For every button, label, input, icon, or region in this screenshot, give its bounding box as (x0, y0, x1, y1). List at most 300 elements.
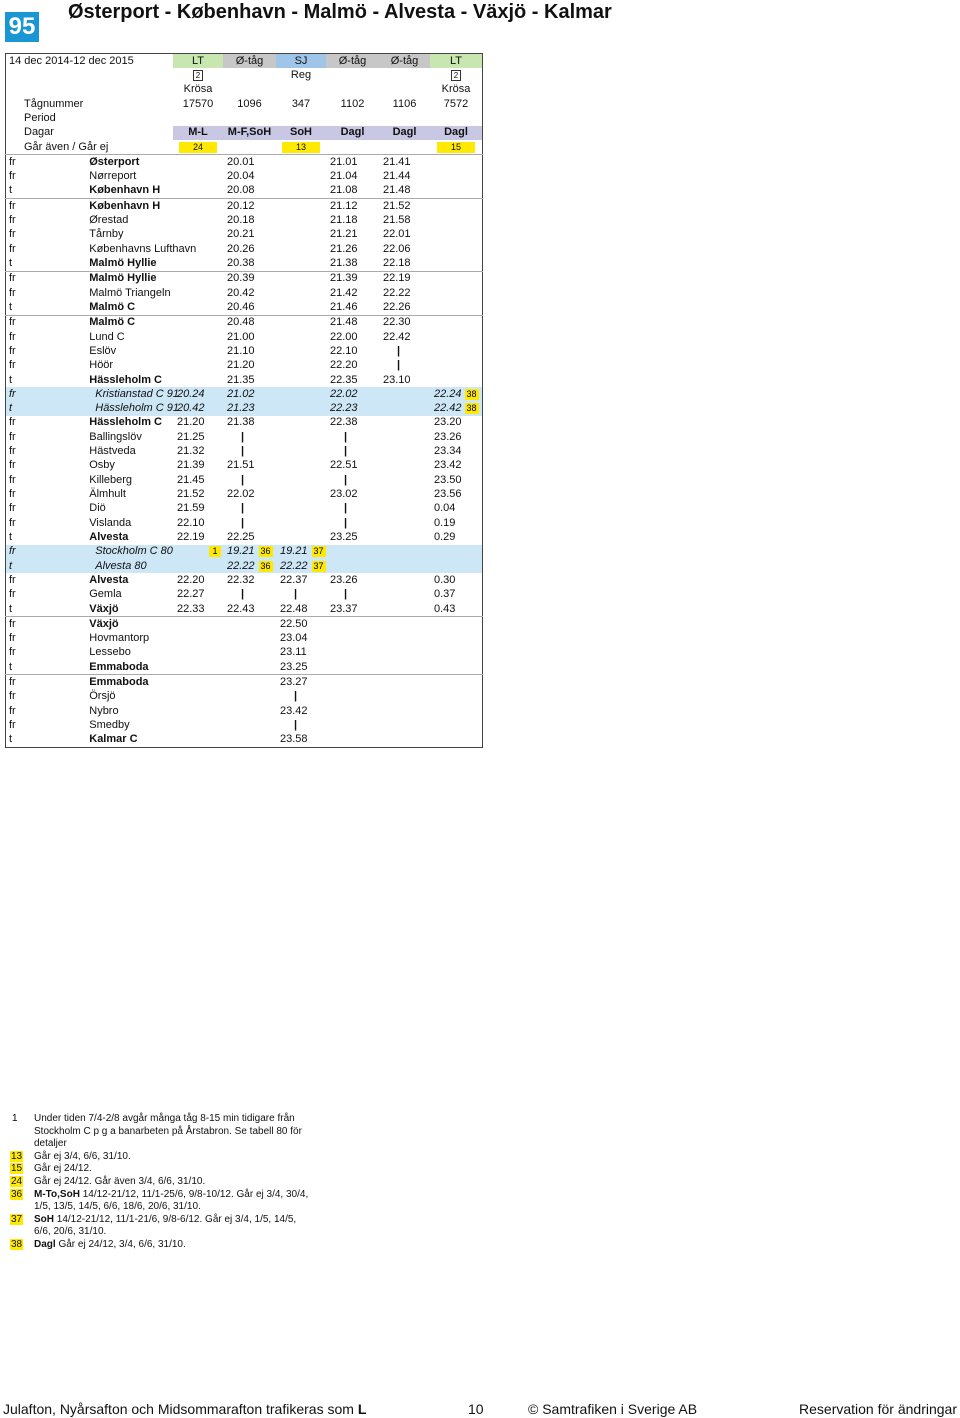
departure-time: 20.04 (227, 170, 255, 183)
time-cell (430, 588, 483, 602)
time-cell (430, 704, 483, 718)
pass-through-mark: | (294, 588, 298, 601)
departure-time: 23.50 (434, 473, 462, 486)
stop-name: Hässleholm C (89, 416, 162, 429)
time-cell (379, 690, 430, 704)
stop-name: Växjö (89, 617, 173, 632)
footnote-key (10, 1176, 34, 1189)
time-cell (276, 256, 326, 271)
time-cell (173, 315, 223, 330)
stop-row (6, 617, 483, 632)
pass-through-mark: | (294, 719, 298, 732)
bike-icon: 2 (193, 70, 203, 81)
departure-time: 20.08 (227, 184, 255, 197)
time-cell (326, 155, 379, 170)
departure-time: 19.21 (280, 545, 308, 558)
time-cell (379, 300, 430, 315)
stop-name: Malmö C (89, 300, 136, 313)
stop-direction: t (9, 373, 13, 386)
page-title: Østerport - København - Malmö - Alvesta - Växjö - Kalmar (68, 1, 612, 23)
departure-time: 22.02 (227, 488, 255, 501)
time-cell (379, 430, 430, 444)
time-cell (276, 487, 326, 501)
time-cell (276, 602, 326, 617)
time-cell (430, 675, 483, 690)
pass-through-mark: | (241, 445, 245, 458)
time-cell (173, 530, 223, 544)
stop-name: København H (89, 199, 173, 214)
time-cell (223, 545, 276, 559)
pass-through-mark: | (241, 430, 245, 443)
departure-time: 21.45 (177, 473, 205, 486)
stop-name: Gemla (89, 588, 122, 601)
footnote-text (34, 1189, 310, 1214)
time-cell (379, 373, 430, 387)
stop-name: Ørestad (89, 214, 129, 227)
stop-direction: fr (9, 228, 16, 241)
stop-direction: fr (9, 430, 16, 443)
time-cell (276, 704, 326, 718)
stop-row (6, 675, 483, 690)
stop-direction: fr (9, 632, 16, 645)
time-cell (173, 300, 223, 315)
stop-name: Kristianstad C 91 (89, 387, 173, 401)
stop-row (6, 459, 483, 473)
time-cell (379, 632, 430, 646)
time-cell (276, 444, 326, 458)
departure-time: 22.33 (177, 602, 205, 615)
stop-name: Malmö C (89, 315, 173, 330)
stop-row (6, 690, 483, 704)
time-cell (326, 660, 379, 675)
footnote-body: Går ej 24/12. (34, 1163, 92, 1175)
runs-cell (430, 140, 483, 155)
stop-name: Lund C (89, 330, 125, 343)
stop-row (6, 516, 483, 530)
footnote-key (10, 1239, 34, 1252)
departure-time: 21.25 (177, 430, 205, 443)
stop-name: Kalmar C (89, 733, 138, 746)
time-cell (430, 199, 483, 214)
footnote-key (10, 1151, 34, 1164)
time-cell (430, 416, 483, 430)
departure-time: 23.26 (330, 573, 358, 586)
stop-direction: fr (6, 617, 90, 632)
stop-row (6, 416, 483, 430)
time-cell (173, 588, 223, 602)
footnote-text (34, 1176, 205, 1189)
product-cell (326, 83, 379, 97)
stop-direction: fr (6, 315, 90, 330)
stop-row (6, 402, 483, 416)
time-cell (326, 602, 379, 617)
footnote (10, 1151, 310, 1164)
stop-row (6, 184, 483, 199)
stop-direction: fr (9, 359, 16, 372)
stop-name: Nybro (89, 704, 119, 717)
timetable (5, 53, 483, 748)
stop-name: Hästveda (89, 445, 136, 458)
time-cell (173, 646, 223, 660)
departure-time: 22.02 (330, 387, 358, 400)
stop-name: Østerport (89, 155, 173, 170)
stop-row (6, 545, 483, 559)
stop-row (6, 286, 483, 300)
time-cell (430, 573, 483, 587)
stop-row (6, 300, 483, 315)
time-cell (379, 704, 430, 718)
pass-through-mark: | (344, 473, 348, 486)
departure-time: 22.18 (383, 257, 411, 270)
stop-direction: t (9, 733, 13, 746)
stop-name: Diö (89, 502, 106, 515)
time-cell (326, 459, 379, 473)
departure-time: 22.43 (227, 602, 255, 615)
time-cell (223, 473, 276, 487)
departure-time: 20.24 (177, 387, 205, 400)
time-cell (326, 444, 379, 458)
runs-label: Går även / Går ej (24, 140, 109, 153)
time-cell (276, 632, 326, 646)
footnote-key-label: 13 (11, 1150, 23, 1162)
time-cell (326, 387, 379, 401)
stop-row (6, 373, 483, 387)
departure-time: 22.20 (177, 573, 205, 586)
departure-time: 21.52 (177, 488, 205, 501)
stop-direction: fr (9, 344, 16, 357)
departure-time: 22.25 (227, 530, 255, 543)
departure-time: 21.48 (383, 184, 411, 197)
time-cell (173, 213, 223, 227)
departure-time: 21.26 (330, 242, 358, 255)
time-cell (430, 344, 483, 358)
time-cell (326, 588, 379, 602)
footnote-key-label: 38 (11, 1238, 23, 1250)
time-cell (379, 170, 430, 184)
time-cell (276, 199, 326, 214)
time-cell (223, 516, 276, 530)
departure-time: 23.20 (434, 416, 462, 429)
departure-time: 21.39 (177, 459, 205, 472)
time-cell (173, 459, 223, 473)
time-cell (173, 359, 223, 373)
footnote-ref: 15 (437, 142, 475, 153)
footnote-key (10, 1189, 34, 1214)
days-cell: M-F,SoH (223, 126, 276, 140)
time-cell (430, 459, 483, 473)
departure-time: 22.50 (280, 617, 308, 630)
stop-row (6, 704, 483, 718)
period-cell (430, 111, 483, 125)
footnote-ref: 37 (313, 546, 324, 557)
pass-through-mark: | (241, 502, 245, 515)
time-cell (379, 502, 430, 516)
pass-through-mark: | (344, 502, 348, 515)
footnote-key (10, 1113, 34, 1151)
time-cell (223, 416, 276, 430)
stop-direction: fr (6, 387, 90, 401)
time-cell (276, 330, 326, 344)
departure-time: 20.42 (177, 402, 205, 415)
time-cell (276, 271, 326, 286)
product-cell: Krösa (441, 83, 471, 96)
stop-name: Lessebo (89, 646, 131, 659)
departure-time: 21.10 (227, 344, 255, 357)
footnote-days: SoH (34, 1213, 54, 1225)
time-cell (223, 502, 276, 516)
product-cell (276, 83, 326, 97)
departure-time: 23.58 (280, 733, 308, 746)
spacer-cell (6, 68, 174, 82)
stop-name: København H (89, 184, 161, 197)
header-row-operator (6, 54, 483, 69)
stop-row (6, 387, 483, 401)
departure-time: 21.48 (330, 316, 358, 329)
departure-time: 21.46 (330, 300, 358, 313)
time-cell (276, 184, 326, 199)
time-cell (173, 573, 223, 587)
runs-cell (223, 140, 276, 155)
time-cell (430, 559, 483, 573)
footnote-text (34, 1113, 310, 1151)
time-cell (173, 155, 223, 170)
footnote-text (34, 1214, 310, 1239)
time-cell (223, 430, 276, 444)
stop-row (6, 256, 483, 271)
departure-time: 0.19 (434, 516, 456, 529)
time-cell (326, 473, 379, 487)
time-cell (223, 487, 276, 501)
time-cell (379, 155, 430, 170)
footnote-ref: 24 (179, 142, 217, 153)
time-cell (223, 373, 276, 387)
time-cell (223, 170, 276, 184)
departure-time: 20.38 (227, 257, 255, 270)
time-cell (430, 473, 483, 487)
stop-name: Hovmantorp (89, 632, 150, 645)
departure-time: 21.02 (227, 387, 255, 400)
time-cell (326, 573, 379, 587)
departure-time: 23.02 (330, 488, 358, 501)
departure-time: 0.29 (434, 530, 456, 543)
stop-row (6, 559, 483, 573)
stop-name: Hässleholm C (89, 373, 162, 386)
departure-time: 21.59 (177, 502, 205, 515)
departure-time: 20.39 (227, 272, 255, 285)
departure-time: 19.21 (227, 545, 255, 558)
bike-icon: 2 (451, 70, 461, 81)
time-cell (430, 359, 483, 373)
time-cell (223, 256, 276, 271)
departure-time: 22.42 (434, 402, 462, 415)
pass-through-mark: | (344, 588, 348, 601)
time-cell (430, 718, 483, 732)
footnote-key-label: 1 (12, 1113, 18, 1124)
time-cell (276, 300, 326, 315)
departure-time: 21.42 (330, 286, 358, 299)
stop-name: Malmö Hyllie (89, 257, 157, 270)
time-cell (430, 617, 483, 632)
departure-time: 21.12 (330, 199, 358, 212)
time-cell (223, 675, 276, 690)
footnote (10, 1163, 310, 1176)
days-cell: Dagl (326, 126, 379, 140)
time-cell (276, 559, 326, 573)
departure-time: 20.18 (227, 214, 255, 227)
stop-row (6, 530, 483, 544)
time-cell (173, 228, 223, 242)
time-cell (276, 545, 326, 559)
stop-direction: fr (6, 199, 90, 214)
footer-holiday-note: Julafton, Nyårsafton och Midsommarafton trafikeras som L (3, 1401, 367, 1417)
stop-row (6, 444, 483, 458)
product-cell (379, 83, 430, 97)
departure-time: 23.27 (280, 676, 308, 689)
footnote (10, 1239, 310, 1252)
header-row-period (6, 111, 483, 125)
time-cell (379, 473, 430, 487)
departure-time: 21.32 (177, 445, 205, 458)
period-cell (326, 111, 379, 125)
time-cell (276, 530, 326, 544)
time-cell (326, 690, 379, 704)
time-cell (326, 502, 379, 516)
stop-name: Osby (89, 459, 115, 472)
train-number-cell: 1096 (237, 97, 262, 110)
stop-name: Smedby (89, 719, 130, 732)
stop-direction: fr (6, 155, 90, 170)
time-cell (276, 373, 326, 387)
time-cell (326, 704, 379, 718)
time-cell (379, 516, 430, 530)
class-cell (326, 68, 379, 82)
time-cell (173, 675, 223, 690)
footnote-body: 14/12-21/12, 11/1-25/6, 9/8-10/12. Går ej 3/4, 30/4, 1/5, 13/5, 14/5, 6/6, 18/6, 20/6, 31/10. (34, 1188, 309, 1213)
stop-direction: fr (9, 170, 16, 183)
time-cell (276, 213, 326, 227)
stop-row (6, 242, 483, 256)
time-cell (276, 402, 326, 416)
time-cell (326, 402, 379, 416)
time-cell (430, 502, 483, 516)
time-cell (276, 170, 326, 184)
footnote-key (10, 1163, 34, 1176)
disclaimer: Reservation för ändringar (799, 1401, 957, 1417)
time-cell (430, 545, 483, 559)
time-cell (379, 359, 430, 373)
class-cell (276, 68, 326, 82)
stop-row (6, 473, 483, 487)
pass-through-mark: | (397, 359, 401, 372)
time-cell (430, 373, 483, 387)
time-cell (276, 155, 326, 170)
time-cell (326, 632, 379, 646)
time-cell (430, 430, 483, 444)
departure-time: 21.44 (383, 170, 411, 183)
header-row-runs (6, 140, 483, 155)
stop-direction: fr (9, 704, 16, 717)
time-cell (276, 387, 326, 401)
time-cell (223, 184, 276, 199)
period-label: 14 dec 2014-12 dec 2015 (9, 54, 134, 67)
time-cell (173, 502, 223, 516)
time-cell (276, 430, 326, 444)
time-cell (430, 660, 483, 675)
departure-time: 22.19 (383, 272, 411, 285)
footnote-text (34, 1239, 186, 1252)
departure-time: 23.34 (434, 445, 462, 458)
departure-time: 22.20 (330, 359, 358, 372)
time-cell (276, 416, 326, 430)
time-cell (326, 359, 379, 373)
stop-name: Älmhult (89, 488, 126, 501)
footnote-text (34, 1163, 92, 1176)
train-number-cell: 17570 (182, 97, 214, 110)
time-cell (326, 199, 379, 214)
time-cell (223, 573, 276, 587)
page-footer (0, 1401, 960, 1418)
departure-time: 22.48 (280, 602, 308, 615)
departure-time: 22.37 (280, 573, 308, 586)
time-cell (430, 516, 483, 530)
pass-through-mark: | (344, 516, 348, 529)
stop-row (6, 733, 483, 748)
stop-row (6, 344, 483, 358)
time-cell (379, 559, 430, 573)
departure-time: 21.04 (330, 170, 358, 183)
stop-direction: fr (6, 545, 90, 559)
time-cell (223, 359, 276, 373)
departure-time: 22.22 (227, 559, 255, 572)
time-cell (379, 459, 430, 473)
departure-time: 22.22 (280, 559, 308, 572)
departure-time: 22.51 (330, 459, 358, 472)
time-cell (223, 559, 276, 573)
stop-direction: t (9, 660, 13, 673)
footnote-key-label: 36 (11, 1188, 23, 1200)
time-cell (326, 646, 379, 660)
departure-time: 21.21 (330, 228, 358, 241)
time-cell (379, 402, 430, 416)
time-cell (326, 373, 379, 387)
time-cell (430, 315, 483, 330)
footnote-body: Går ej 24/12. Går även 3/4, 6/6, 31/10. (34, 1175, 206, 1187)
copyright: © Samtrafiken i Sverige AB (528, 1401, 698, 1417)
class-label: Reg (290, 68, 312, 81)
departure-time: 21.23 (227, 402, 255, 415)
stop-direction: fr (9, 690, 16, 703)
operator-cell: Ø-tåg (326, 54, 379, 69)
train-number-label: Tågnummer (24, 97, 84, 110)
time-cell (326, 170, 379, 184)
operator-cell: Ø-tåg (379, 54, 430, 69)
header-row-days (6, 126, 483, 140)
pass-through-mark: | (241, 473, 245, 486)
departure-time: 22.38 (330, 416, 358, 429)
time-cell (223, 199, 276, 214)
stop-name: Vislanda (89, 516, 132, 529)
stop-direction: fr (9, 459, 16, 472)
time-cell (173, 487, 223, 501)
stop-row (6, 573, 483, 587)
departure-time: 22.27 (177, 588, 205, 601)
period-cell (379, 111, 430, 125)
time-cell (379, 344, 430, 358)
time-cell (430, 387, 483, 401)
time-cell (379, 184, 430, 199)
time-cell (276, 359, 326, 373)
time-cell (379, 602, 430, 617)
